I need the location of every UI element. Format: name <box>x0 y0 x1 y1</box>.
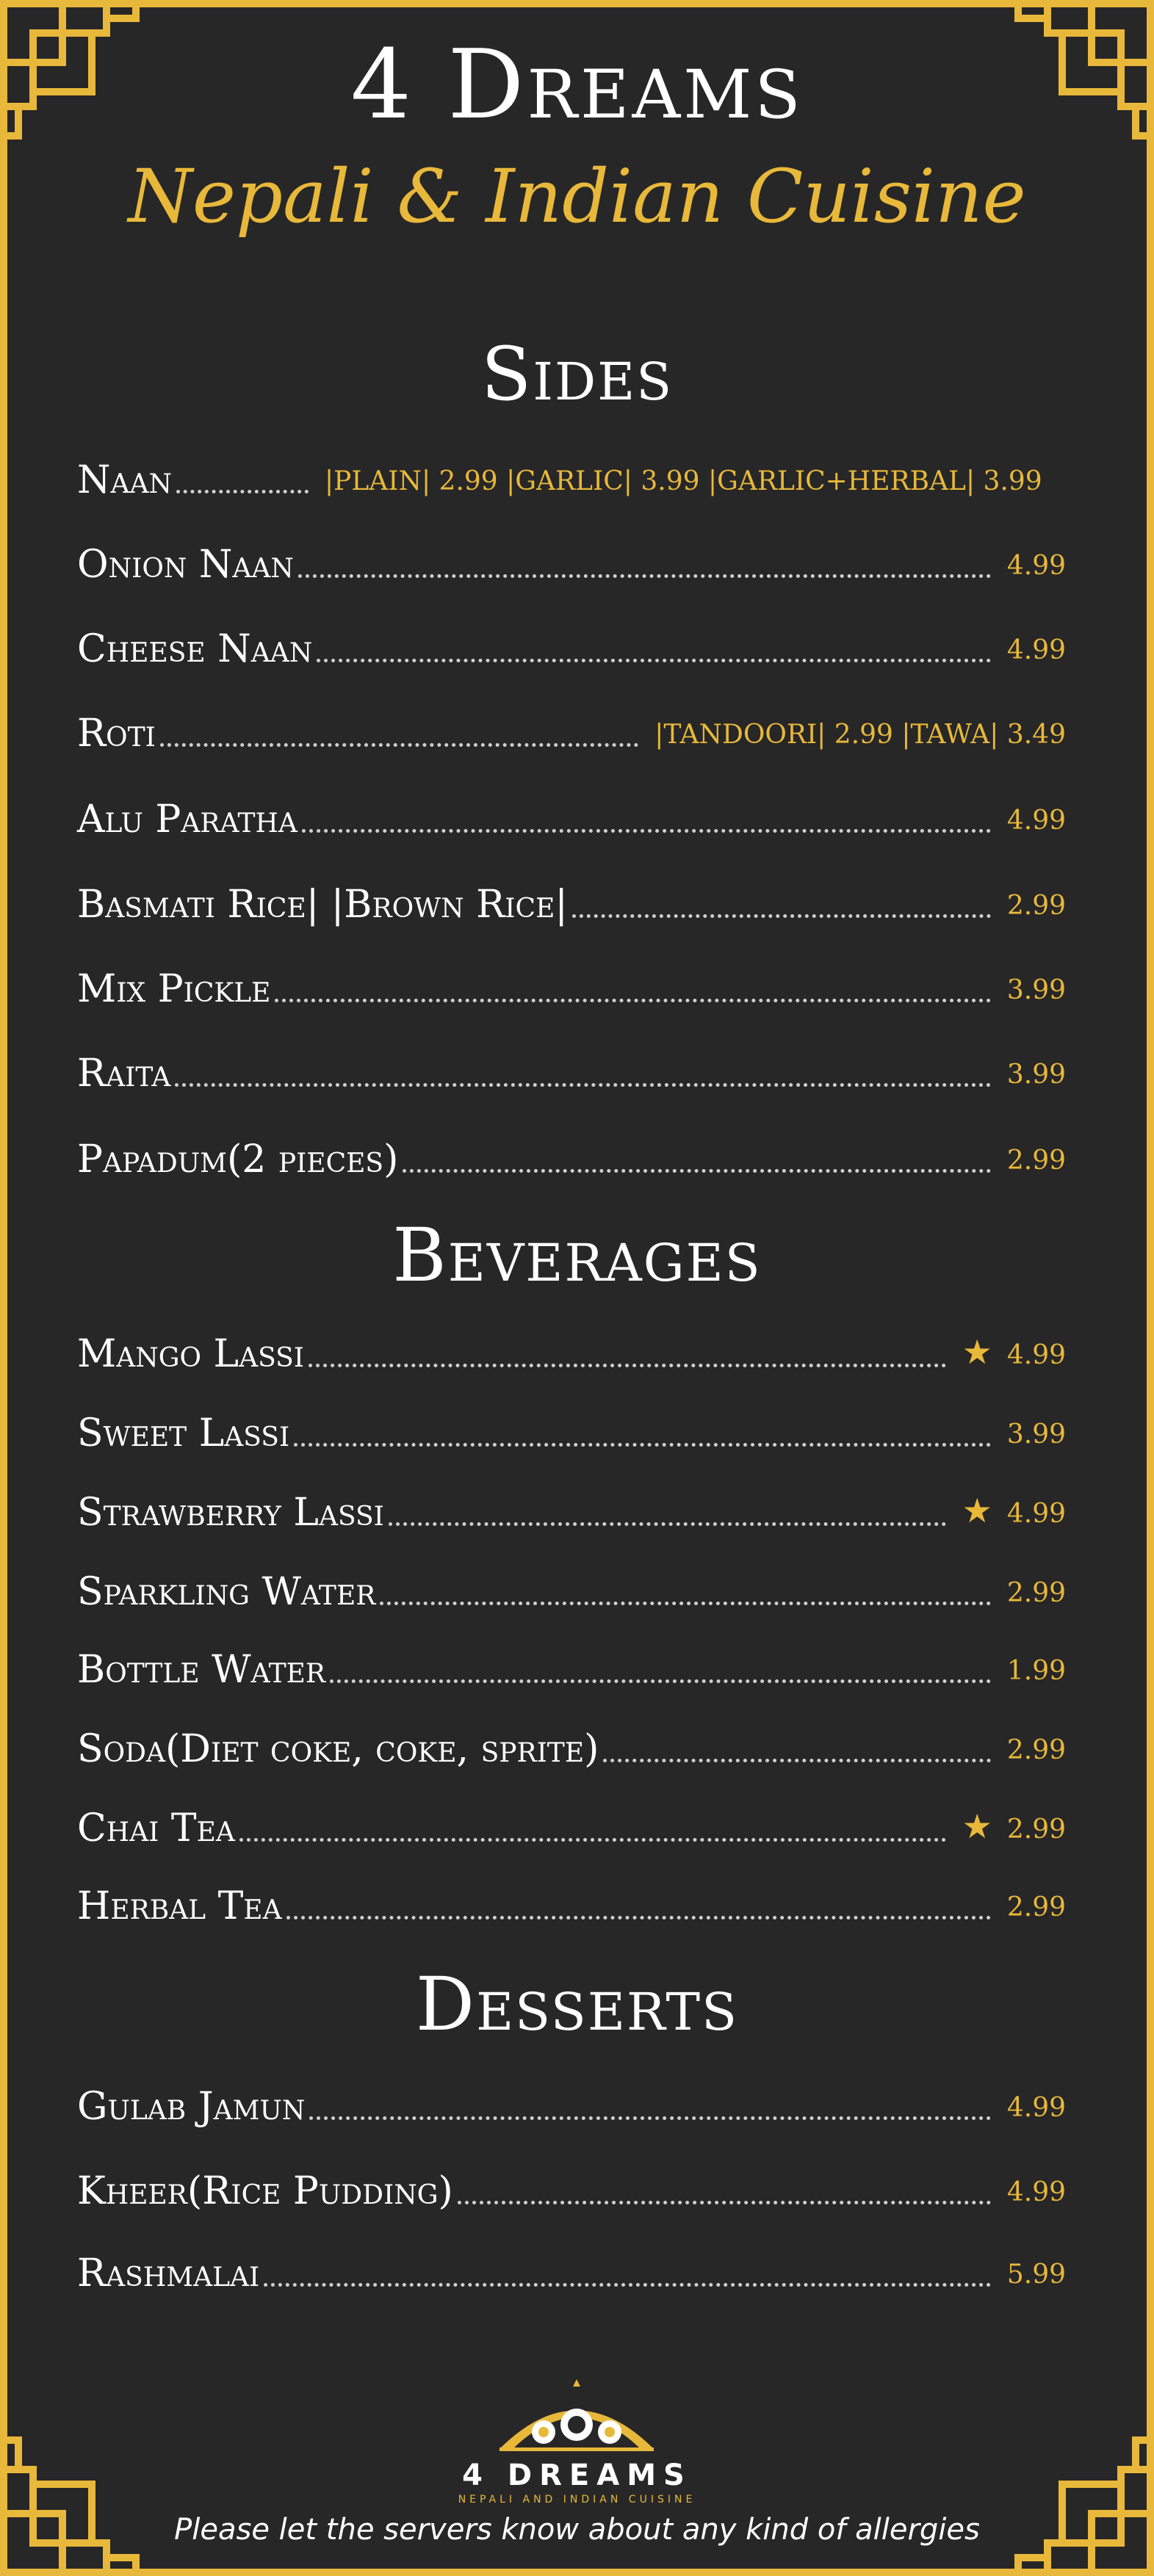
item-name: Gulab Jamun <box>77 2085 306 2129</box>
dot-leader <box>380 1602 991 1605</box>
menu-item <box>77 865 1066 927</box>
item-name: Chai Tea <box>77 1806 235 1850</box>
item-price: 4.99 <box>1006 1340 1066 1370</box>
item-name: Cheese Naan <box>77 627 313 671</box>
item-price: 3.99 <box>1006 1060 1066 1090</box>
dot-leader <box>264 2283 991 2287</box>
star-icon: ★ <box>962 1332 992 1372</box>
item-price: 5.99 <box>1006 2260 1066 2290</box>
menu-item <box>77 1630 1066 1692</box>
dot-leader <box>302 829 991 833</box>
item-price: 2.99 <box>1006 1146 1066 1176</box>
item-price: 4.99 <box>1006 2177 1066 2207</box>
frame-bottom <box>0 2569 1154 2576</box>
item-name: Raita <box>77 1052 171 1096</box>
item-price: 4.99 <box>1006 1499 1066 1529</box>
menu-item <box>77 1314 1066 1376</box>
dot-leader <box>330 1679 991 1683</box>
star-icon: ★ <box>962 1806 992 1846</box>
menu-item <box>77 1789 1066 1848</box>
item-name: Kheer(Rice Pudding) <box>77 2169 453 2213</box>
item-name: Bottle Water <box>77 1648 326 1692</box>
menu-item <box>77 1394 1066 1455</box>
star-icon: ★ <box>962 1491 992 1530</box>
dot-leader <box>298 574 991 578</box>
menu-item <box>77 2152 1066 2213</box>
allergy-note: Please let the servers know about any kind of allergies <box>174 2513 980 2547</box>
dot-leader <box>309 2116 991 2120</box>
dot-leader <box>286 1916 991 1920</box>
item-name: Naan <box>77 458 172 502</box>
logo <box>458 2379 696 2506</box>
logo-tagline: NEPALI AND INDIAN CUISINE <box>458 2494 696 2506</box>
dot-leader <box>175 1083 990 1087</box>
item-name: Sweet Lassi <box>77 1411 290 1455</box>
dot-leader <box>389 1522 946 1526</box>
menu-item <box>77 441 1066 502</box>
dot-leader <box>458 2201 991 2204</box>
item-name: Soda(Diet coke, coke, sprite) <box>77 1727 599 1771</box>
dot-leader <box>317 659 991 662</box>
logo-name: 4 DREAMS <box>462 2459 692 2492</box>
restaurant-subtitle: Nepali & Indian Cuisine <box>128 153 1026 239</box>
menu-item <box>77 1552 1066 1614</box>
menu-item <box>77 780 1066 842</box>
dot-leader <box>572 914 991 918</box>
item-price: 2.99 <box>1006 891 1066 921</box>
menu-item <box>77 1473 1066 1535</box>
dot-leader <box>403 1169 990 1173</box>
item-name: Onion Naan <box>77 543 294 587</box>
item-name: Basmati Rice| |Brown Rice| <box>77 883 568 927</box>
item-price: 3.99 <box>1006 975 1066 1005</box>
item-name: Rashmalai <box>77 2251 260 2295</box>
item-price: 2.99 <box>1006 1578 1066 1608</box>
section-title-sides: Sides <box>480 331 674 417</box>
menu-item <box>77 2067 1066 2129</box>
item-name: Sparkling Water <box>77 1570 376 1614</box>
menu-item <box>77 694 1066 756</box>
menu-item <box>77 1867 1066 1928</box>
menu-header <box>0 29 1154 239</box>
item-price: 4.99 <box>1006 2093 1066 2123</box>
dot-leader <box>294 1443 991 1447</box>
menu-item <box>77 609 1066 671</box>
restaurant-name: 4 Dreams <box>350 29 804 140</box>
item-price: |PLAIN| 2.99 |GARLIC| 3.99 |GARLIC+HERBAL| 3.99 <box>325 466 1042 496</box>
section-title-beverages: Beverages <box>392 1212 762 1298</box>
section-title-desserts: Desserts <box>415 1961 739 2047</box>
item-price: 2.99 <box>1006 1815 1066 1845</box>
item-price: 1.99 <box>1006 1656 1066 1686</box>
footer-logo <box>0 2379 1154 2506</box>
menu-item <box>77 2234 1066 2293</box>
item-price: 4.99 <box>1006 635 1066 665</box>
menu-item <box>77 949 1066 1011</box>
dot-leader <box>176 490 309 493</box>
item-name: Mango Lassi <box>77 1332 304 1376</box>
dot-leader <box>160 743 638 747</box>
menu-item <box>77 1034 1066 1096</box>
dot-leader <box>239 1838 946 1842</box>
item-name: Herbal Tea <box>77 1884 282 1928</box>
item-price: 4.99 <box>1006 806 1066 836</box>
item-price: 2.99 <box>1006 1735 1066 1765</box>
dot-leader <box>603 1759 990 1762</box>
item-name: Roti <box>77 712 156 756</box>
logo-emblem-icon <box>485 2379 668 2453</box>
frame-top <box>0 0 1154 7</box>
item-name: Mix Pickle <box>77 967 271 1011</box>
menu-item <box>77 1710 1066 1771</box>
dot-leader <box>275 999 990 1002</box>
item-name: Strawberry Lassi <box>77 1491 384 1535</box>
dot-leader <box>309 1364 946 1367</box>
item-name: Papadum(2 pieces) <box>77 1137 399 1182</box>
menu-item <box>77 525 1066 587</box>
item-price: 4.99 <box>1006 551 1066 581</box>
item-price: 2.99 <box>1006 1892 1066 1922</box>
item-price: 3.99 <box>1006 1419 1066 1450</box>
menu-item <box>77 1120 1066 1182</box>
item-price: |TANDOORI| 2.99 |TAWA| 3.49 <box>654 720 1066 750</box>
item-name: Alu Paratha <box>77 797 297 842</box>
